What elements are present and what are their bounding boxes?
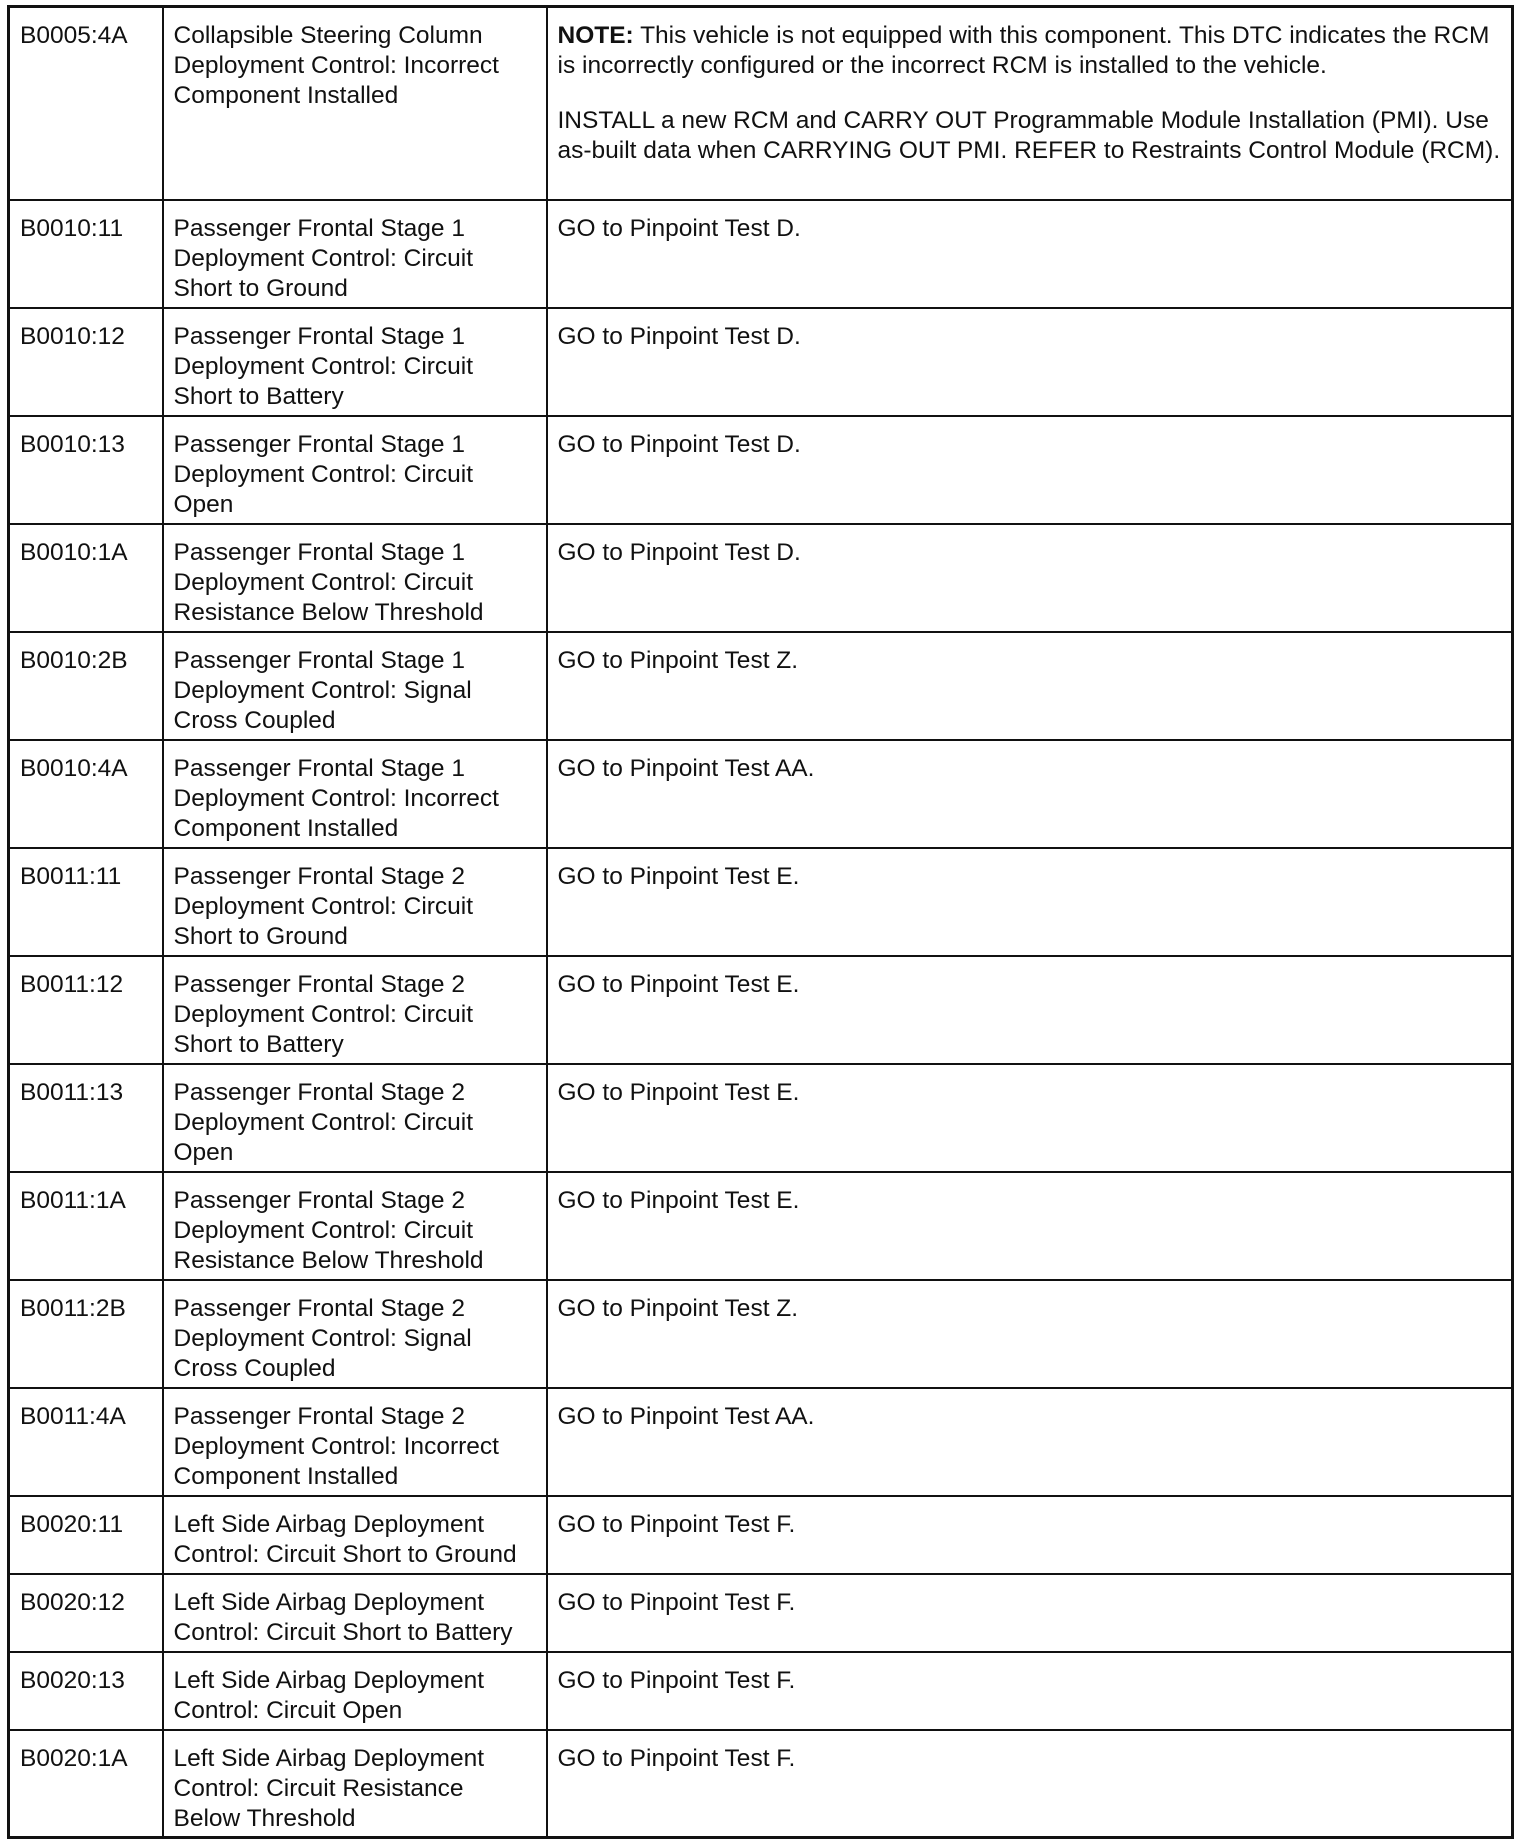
dtc-action: GO to Pinpoint Test Z.	[547, 1280, 1513, 1388]
dtc-code: B0011:2B	[9, 1280, 163, 1388]
dtc-code: B0011:12	[9, 956, 163, 1064]
table-row	[9, 1280, 1513, 1388]
dtc-code: B0020:12	[9, 1574, 163, 1652]
dtc-action: GO to Pinpoint Test D.	[547, 416, 1513, 524]
dtc-action: GO to Pinpoint Test F.	[547, 1730, 1513, 1838]
dtc-table	[7, 5, 1514, 1839]
dtc-code: B0011:4A	[9, 1388, 163, 1496]
dtc-code: B0020:1A	[9, 1730, 163, 1838]
dtc-description: Passenger Frontal Stage 2 Deployment Control: Incorrect Component Installed	[163, 1388, 547, 1496]
action-text: INSTALL a new RCM and CARRY OUT Programmable Module Installation (PMI). Use as-built data when CARRYING OUT PMI. REFER to Restraints Control Module (RCM).	[557, 107, 1501, 164]
dtc-code: B0020:11	[9, 1496, 163, 1574]
table-row	[9, 308, 1513, 416]
table-row	[9, 848, 1513, 956]
dtc-code: B0010:2B	[9, 632, 163, 740]
dtc-action: GO to Pinpoint Test F.	[547, 1652, 1513, 1730]
dtc-description: Left Side Airbag Deployment Control: Circuit Open	[163, 1652, 547, 1730]
dtc-action: GO to Pinpoint Test AA.	[547, 740, 1513, 848]
dtc-description: Passenger Frontal Stage 1 Deployment Control: Circuit Short to Ground	[163, 200, 547, 308]
dtc-description: Left Side Airbag Deployment Control: Circuit Resistance Below Threshold	[163, 1730, 547, 1838]
dtc-action	[547, 7, 1513, 200]
dtc-description: Passenger Frontal Stage 2 Deployment Control: Circuit Open	[163, 1064, 547, 1172]
dtc-code: B0010:1A	[9, 524, 163, 632]
dtc-action: GO to Pinpoint Test D.	[547, 308, 1513, 416]
table-row	[9, 740, 1513, 848]
dtc-description: Passenger Frontal Stage 2 Deployment Control: Circuit Short to Battery	[163, 956, 547, 1064]
table-row	[9, 956, 1513, 1064]
table-row	[9, 1496, 1513, 1574]
dtc-action: GO to Pinpoint Test E.	[547, 1064, 1513, 1172]
dtc-code: B0010:4A	[9, 740, 163, 848]
dtc-code: B0020:13	[9, 1652, 163, 1730]
dtc-code: B0010:11	[9, 200, 163, 308]
table-row	[9, 1064, 1513, 1172]
dtc-action: GO to Pinpoint Test E.	[547, 1172, 1513, 1280]
dtc-description: Passenger Frontal Stage 2 Deployment Control: Circuit Short to Ground	[163, 848, 547, 956]
table-row	[9, 1730, 1513, 1838]
table-row	[9, 200, 1513, 308]
dtc-code: B0005:4A	[9, 7, 163, 200]
dtc-description: Passenger Frontal Stage 2 Deployment Control: Circuit Resistance Below Threshold	[163, 1172, 547, 1280]
dtc-action: GO to Pinpoint Test Z.	[547, 632, 1513, 740]
dtc-action: GO to Pinpoint Test E.	[547, 956, 1513, 1064]
table-row	[9, 1172, 1513, 1280]
table-row	[9, 416, 1513, 524]
dtc-action: GO to Pinpoint Test AA.	[547, 1388, 1513, 1496]
dtc-code: B0010:13	[9, 416, 163, 524]
dtc-description: Passenger Frontal Stage 2 Deployment Control: Signal Cross Coupled	[163, 1280, 547, 1388]
table-row	[9, 7, 1513, 200]
dtc-description: Passenger Frontal Stage 1 Deployment Control: Circuit Resistance Below Threshold	[163, 524, 547, 632]
table-row	[9, 1652, 1513, 1730]
dtc-action: GO to Pinpoint Test F.	[547, 1574, 1513, 1652]
dtc-description: Passenger Frontal Stage 1 Deployment Control: Circuit Short to Battery	[163, 308, 547, 416]
dtc-code: B0011:11	[9, 848, 163, 956]
note-label: NOTE:	[557, 22, 634, 49]
table-row	[9, 524, 1513, 632]
dtc-action: GO to Pinpoint Test D.	[547, 200, 1513, 308]
table-row	[9, 1574, 1513, 1652]
dtc-action: GO to Pinpoint Test E.	[547, 848, 1513, 956]
dtc-description: Passenger Frontal Stage 1 Deployment Control: Incorrect Component Installed	[163, 740, 547, 848]
dtc-description: Left Side Airbag Deployment Control: Circuit Short to Ground	[163, 1496, 547, 1574]
dtc-description: Left Side Airbag Deployment Control: Circuit Short to Battery	[163, 1574, 547, 1652]
dtc-action: GO to Pinpoint Test F.	[547, 1496, 1513, 1574]
dtc-description: Passenger Frontal Stage 1 Deployment Control: Circuit Open	[163, 416, 547, 524]
note-text: This vehicle is not equipped with this component. This DTC indicates the RCM is incorrectly configured or the incorrect RCM is installed to the vehicle.	[557, 22, 1490, 79]
dtc-description: Collapsible Steering Column Deployment Control: Incorrect Component Installed	[163, 7, 547, 200]
table-row	[9, 1388, 1513, 1496]
note-paragraph	[558, 21, 1503, 81]
dtc-code: B0011:1A	[9, 1172, 163, 1280]
dtc-description: Passenger Frontal Stage 1 Deployment Control: Signal Cross Coupled	[163, 632, 547, 740]
table-row	[9, 632, 1513, 740]
dtc-action: GO to Pinpoint Test D.	[547, 524, 1513, 632]
dtc-code: B0010:12	[9, 308, 163, 416]
dtc-code: B0011:13	[9, 1064, 163, 1172]
